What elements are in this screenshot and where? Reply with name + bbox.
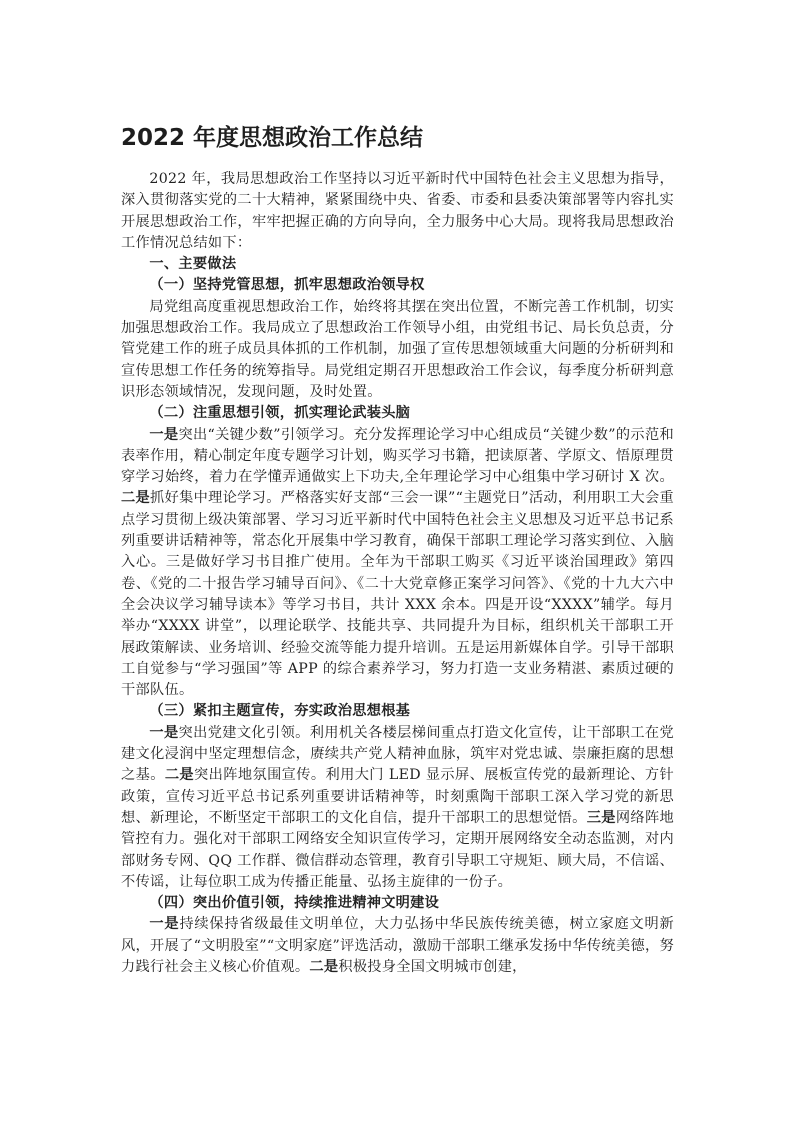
ordinal-marker: 三是 — [165, 554, 196, 571]
document-title: 2022 年度思想政治工作总结 — [121, 125, 424, 151]
paragraph-text: 突出党建文化引领。利用机关各楼层梯间重点打造文化宣传，让干部职工在党建文化浸润中坚定理想信念，赓续共产党人精神血脉，筑牢对党忠诚、崇廉拒腐的思想之基。 — [121, 724, 674, 784]
paragraph-text: 突出“关键少数”引领学习。充分发挥理论学习中心组成员“关键少数”的示范和表率作用，精心制定年度专题学习计划，购买学习书籍，把读原著、学原文、悟原理贯穿学习始终，着力在学懂弄通做实上下功夫,全年理论学习中心组集中学习研讨 X 次。 — [121, 426, 674, 486]
subsection-3-paragraph — [121, 723, 674, 893]
paragraph-text: 持续保持省级最佳文明单位，大力弘扬中华民族传统美德，树立家庭文明新风，开展了“文明股室”“文明家庭”评选活动，激励干部职工继承发扬中华传统美德，努力践行社会主义核心价值观。 — [121, 916, 674, 975]
subsection-heading-2: （二）注重思想引领，抓实理论武装头脑 — [149, 405, 411, 422]
ordinal-marker: 二是 — [309, 958, 339, 975]
intro-paragraph: 2022 年，我局思想政治工作坚持以习近平新时代中国特色社会主义思想为指导，深入贯彻落实党的二十大精神，紧紧围绕中央、省委、市委和县委决策部署等内容扎实开展思想政治工作，牢牢把握正确的方向导向，全力服务中心大局。现将我局思想政治工作情况总结如下： — [121, 171, 674, 251]
paragraph-text: 运用新媒体自学。引导干部职工自觉参与“学习强国”等 APP 的综合素养学习，努力打造一支业务精湛、素质过硬的干部队伍。 — [121, 639, 674, 699]
section-heading-main-practices: 一、主要做法 — [149, 256, 237, 273]
paragraph-text: 突出阵地氛围宣传。利用大门 LED 显示屏、展板宣传党的最新理论、方针政策，宣传习近平总书记系列重要讲话精神等，时刻熏陶干部职工深入学习党的新思想、新理论，不断坚定干部职工的文化自信，提升干部职工的思想觉悟。 — [121, 767, 674, 826]
ordinal-marker: 一是 — [149, 426, 179, 443]
document-body — [121, 169, 674, 978]
subsection-heading-1: （一）坚持党管思想，抓牢思想政治领导权 — [149, 277, 425, 294]
ordinal-marker: 五是 — [455, 639, 485, 656]
ordinal-marker: 二是 — [164, 767, 195, 784]
subsection-heading-4: （四）突出价值引领，持续推进精神文明建设 — [149, 895, 440, 912]
ordinal-marker: 四是 — [485, 596, 515, 613]
ordinal-marker: 二是 — [121, 490, 151, 507]
subsection-2-paragraph — [121, 425, 674, 702]
subsection-1-paragraph: 局党组高度重视思想政治工作，始终将其摆在突出位置，不断完善工作机制，切实加强思想政治工作。我局成立了思想政治工作领导小组，由党组书记、局长负总责，分管党建工作的班子成员具体抓的工作机制，加强了宣传思想领域重大问题的分析研判和宣传思想工作任务的统筹指导。局党组定期召开思想政治工作会议，每季度分析研判意识形态领域情况，发现问题，及时处置。 — [121, 298, 674, 400]
subsection-heading-3: （三）紧扣主题宣传，夯实政治思想根基 — [149, 703, 411, 720]
paragraph-text: 网络阵地管控有力。强化对干部职工网络安全知识宣传学习，定期开展网络安全动态监测，对内部财务专网、QQ 工作群、微信群动态管理，教育引导职工守规矩、顾大局，不信谣、不传谣，让每位职工成为传播正能量、弘扬主旋律的一份子。 — [121, 809, 674, 890]
subsection-4-paragraph — [121, 914, 674, 978]
ordinal-marker: 一是 — [149, 724, 179, 741]
ordinal-marker: 一是 — [149, 916, 180, 933]
paragraph-text: 积极投身全国文明城市创建， — [338, 958, 527, 975]
paragraph-text: 做好学习书目推广使用。全年为干部职工购买《习近平谈治国理政》第四卷、《党的二十报告学习辅导百问》、《二十大党章修正案学习问答》、《党的十九大六中全会决议学习辅导读本》等学习书目，共计 XXX 余本。 — [121, 554, 674, 613]
paragraph-text: 开设“XXXX”辅学。每月举办“XXXX 讲堂”，以理论联学、技能共享、共同提升为目标，组织机关干部职工开展政策解读、业务培训、经验交流等能力提升培训。 — [121, 596, 675, 656]
paragraph-text: 抓好集中理论学习。严格落实好支部“三会一课”“主题党日”活动，利用职工大会重点学习贯彻上级决策部署、学习习近平新时代中国特色社会主义思想及习近平总书记系列重要讲话精神等，常态化开展集中学习教育，确保干部职工理论学习落实到位、入脑入心。 — [121, 490, 674, 571]
ordinal-marker: 三是 — [586, 809, 616, 826]
